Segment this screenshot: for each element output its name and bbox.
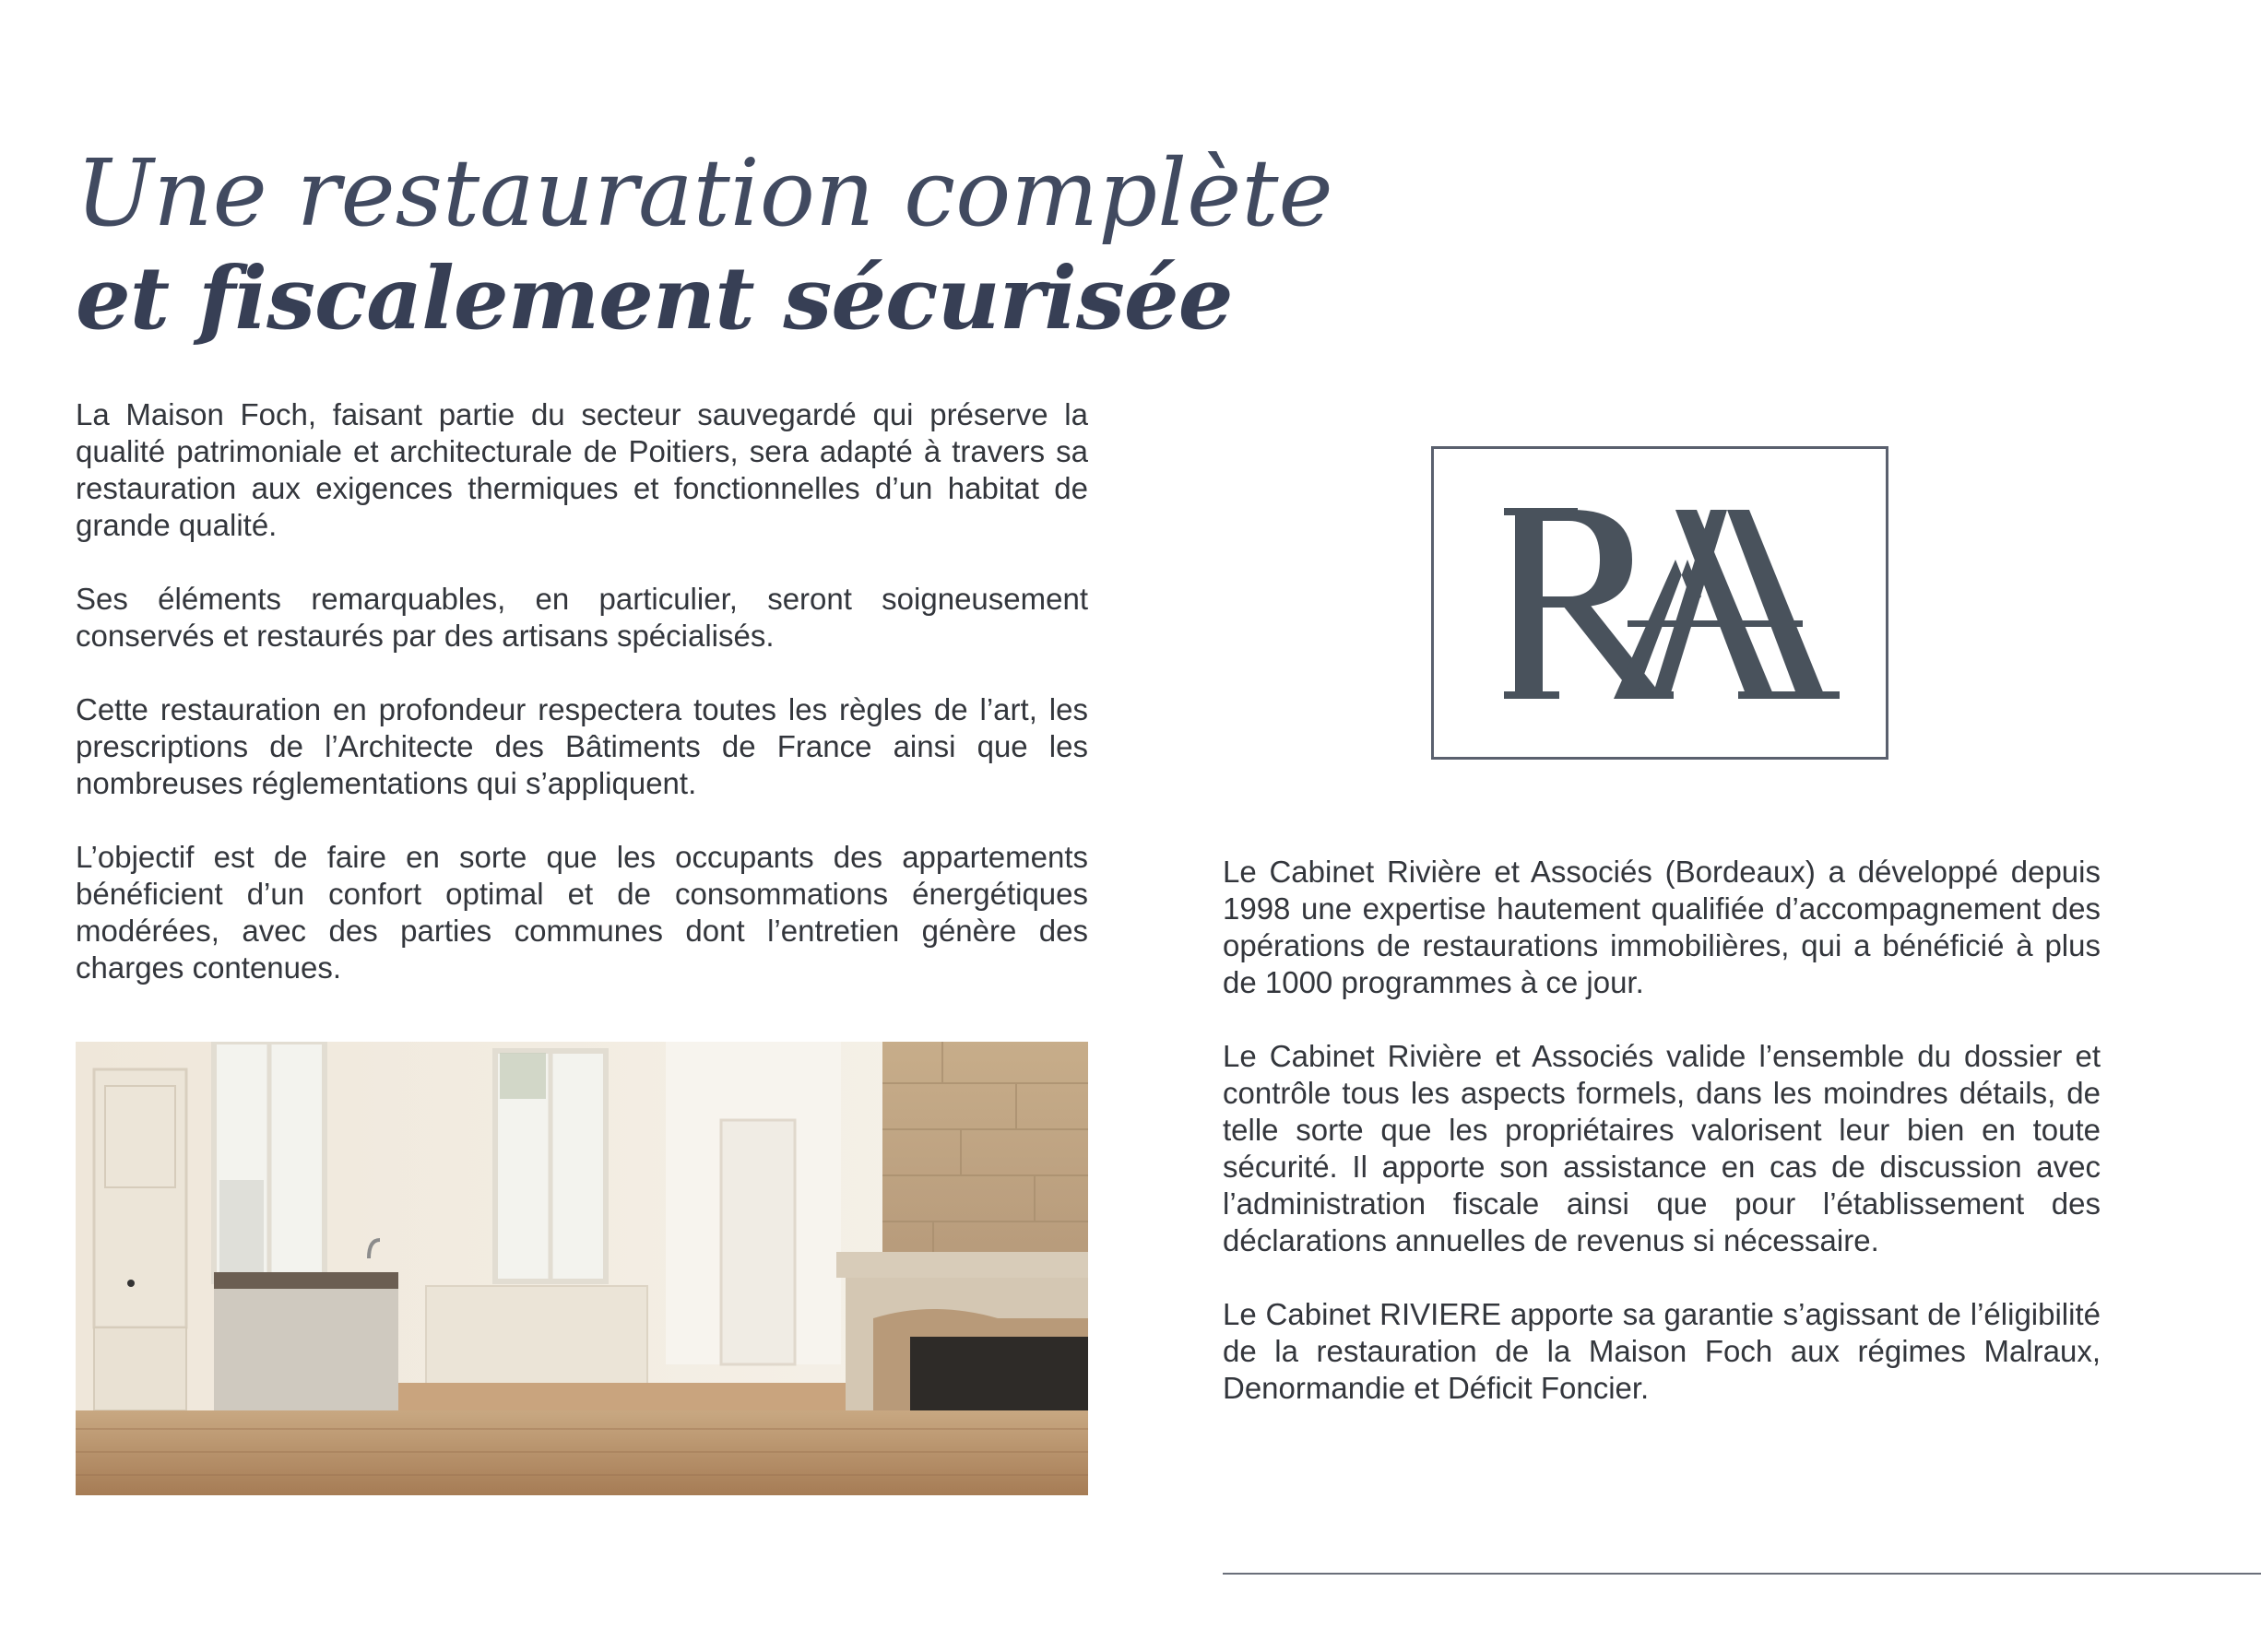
mantel-shelf xyxy=(836,1252,1088,1278)
wooden-floor xyxy=(76,1410,1088,1495)
paragraph-restauration: Cette restauration en profondeur respectera toutes les règles de l’art, les prescriptions de l’Architecte des Bâtiments de France ainsi que les nombreuses réglementations qui s’appliquent. xyxy=(76,692,1088,800)
interior-room-photo xyxy=(76,1042,1088,1495)
paragraph-objectif: L’objectif est de faire en sorte que les occupants des appartements bénéficient d’un confort optimal et de consommations énergétiques modérées, avec des parties communes dont l’entretien génère des charges contenues. xyxy=(76,840,1088,985)
wainscot xyxy=(426,1286,647,1387)
raa-logo xyxy=(1431,446,1888,760)
a-crossbar xyxy=(1628,620,1803,627)
paragraph-maison-foch: La Maison Foch, faisant partie du secteur sauvegardé qui préserve la qualité patrimoniale et architecturale de Poitiers, sera adapté à travers sa restauration aux exigences thermiques et fonctionnelles d’un habitat de grande qualité. xyxy=(76,397,1088,542)
paragraph-cabinet-validation: Le Cabinet Rivière et Associés valide l’ensemble du dossier et contrôle tous les aspects formels, dans les moindres détails, de telle sorte que les propriétaires valorisent leur bien en toute sécurité. Il apporte son assistance en cas de discussion avec l’administration fiscale ainsi que pour l’établissement des déclarations annuelles de revenus si nécessaire. xyxy=(1223,1039,2101,1257)
a-serif-2 xyxy=(1738,691,1840,699)
paragraph-cabinet-expertise: Le Cabinet Rivière et Associés (Bordeaux) a développé depuis 1998 une expertise hautement qualifiée d’accompagnement des opérations de restaurations immobilières, qui a bénéficié à plus de 1000 programmes à ce jour. xyxy=(1223,855,2101,999)
raa-monogram-logo xyxy=(1434,449,1886,757)
page-title xyxy=(76,139,1333,352)
kitchen-counter xyxy=(214,1289,398,1418)
paragraph-elements: Ses éléments remarquables, en particulier, seront soigneusement conservés et restaurés par des artisans spécialisés. xyxy=(76,582,1088,653)
r-serif-bottom xyxy=(1504,691,1559,699)
right-text-column xyxy=(1223,854,2101,1444)
lower-panel xyxy=(94,1328,186,1410)
paragraph-cabinet-garantie: Le Cabinet RIVIERE apporte sa garantie s’agissant de l’éligibilité de la restauration de la Maison Foch aux régimes Malraux, Denormandie et Déficit Foncier. xyxy=(1223,1297,2101,1405)
a-serif-1 xyxy=(1618,691,1674,699)
title-line-1: Une restauration complète xyxy=(76,139,1333,247)
window-left-view xyxy=(219,1180,264,1272)
title-line-2: et fiscalement sécurisée xyxy=(76,248,1233,349)
cupboard-door xyxy=(94,1069,186,1328)
counter-top xyxy=(214,1272,398,1289)
door-handle xyxy=(127,1280,135,1287)
left-text-column xyxy=(76,396,1088,1023)
room-illustration xyxy=(76,1042,1088,1495)
r-bowl xyxy=(1543,510,1632,608)
r-stem xyxy=(1515,510,1543,699)
doorway xyxy=(721,1120,795,1364)
footer-divider xyxy=(1223,1573,2261,1575)
floor-back xyxy=(398,1383,846,1410)
window-right-foliage xyxy=(500,1053,546,1099)
raa-letters xyxy=(1504,508,1840,699)
